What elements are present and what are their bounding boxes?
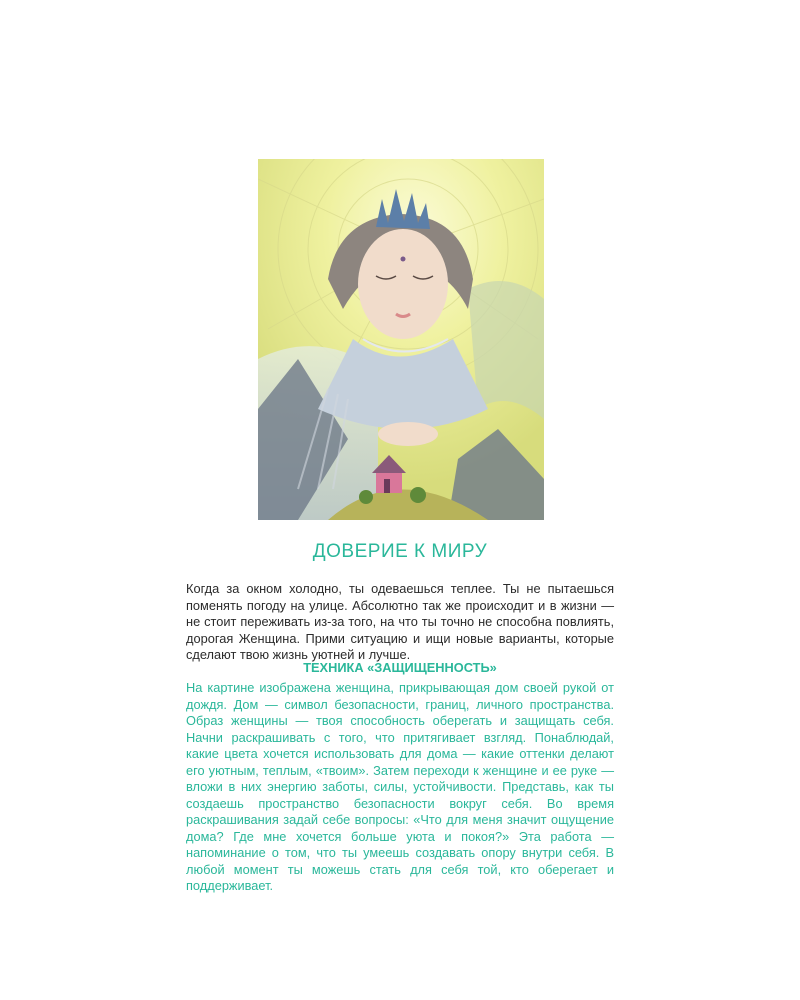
woman-protecting-house-painting	[258, 159, 544, 520]
page-title: ДОВЕРИЕ К МИРУ	[312, 541, 488, 562]
intro-paragraph: Когда за окном холодно, ты одеваешься теплее. Ты не пытаешься поменять погоду на улице. Абсолютно так же происходит и в жизни — не стоит переживать из-за того, на что ты точно не способна повлиять, дорогая Женщина. Прими ситуацию и ищи новые варианты, которые сделают твою жизнь уютней и лучше.	[186, 581, 614, 662]
watercolor-illustration	[258, 159, 544, 520]
technique-paragraph: На картине изображена женщина, прикрывающая дом своей рукой от дождя. Дом — символ безопасности, границ, личного пространства. Образ женщины — твоя способность оберегать и защищать себя. Начни раскрашивать с того, что притягивает взгляд. Понаблюдай, какие цвета хочется использовать для дома — какие оттенки делают его уютным, теплым, «твоим». Затем переходи к женщине и ее руке — вложи в них энергию заботы, силы, устойчивости. Представь, как ты создаешь пространство безопасности вокруг себя. Во время раскрашивания задай себе вопросы: «Что для меня значит ощущение дома? Где мне хочется больше уюта и покоя?» Эта работа — напоминание о том, что ты умеешь создавать опору внутри себя. В любой момент ты можешь стать для себя той, кто оберегает и поддерживает.	[186, 680, 614, 893]
face	[358, 229, 448, 339]
technique-title: ТЕХНИКА «ЗАЩИЩЕННОСТЬ»	[303, 660, 497, 675]
forehead-gem	[401, 257, 406, 262]
protecting-hand	[378, 422, 438, 446]
